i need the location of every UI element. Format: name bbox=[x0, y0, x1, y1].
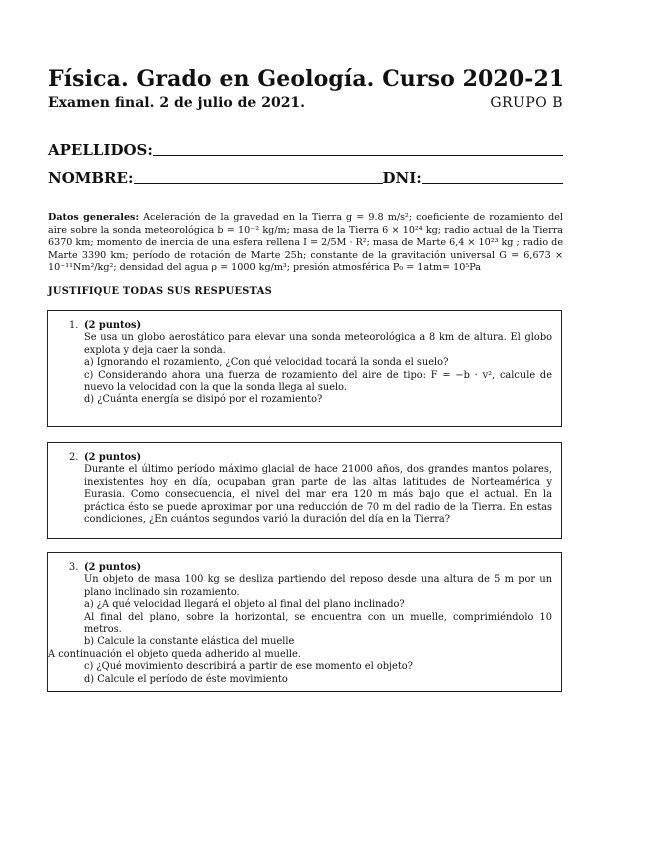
question-box-2 bbox=[47, 442, 562, 539]
question-number: 2. bbox=[69, 452, 79, 463]
question-line: a) Ignorando el rozamiento, ¿Con qué velocidad tocará la sonda el suelo? bbox=[84, 357, 449, 369]
question-box-1 bbox=[47, 310, 562, 427]
question-number: 1. bbox=[69, 320, 79, 331]
question-box-3 bbox=[47, 552, 562, 692]
apellidos-field[interactable] bbox=[153, 141, 563, 156]
question-points: (2 puntos) bbox=[84, 562, 142, 573]
apellidos-row bbox=[48, 139, 563, 159]
question-line: c) Considerando ahora una fuerza de rozamiento del aire de tipo: F = −b · v², calcule de nuevo la velocidad con la que la sonda llega al suelo. bbox=[84, 369, 552, 394]
question-points: (2 puntos) bbox=[84, 320, 142, 331]
nombre-label: NOMBRE: bbox=[48, 169, 134, 187]
apellidos-label: APELLIDOS: bbox=[48, 141, 153, 159]
general-data-label: Datos generales: bbox=[48, 212, 140, 223]
question-line: Durante el último período máximo glacial de hace 21000 años, dos grandes mantos polares, inexistentes hoy en día, ocupaban gran parte de las altas latitudes de Norteamérica y Eurasia. Como consecuencia, el nivel del mar era 120 m más bajo que el actual. En la práctica ésto se puede aproximar por una reducción de 70 m del radio de la Tierra. En estas condiciones, ¿En cuántos segundos varió la duración del día en la Tierra? bbox=[84, 464, 552, 526]
question-line: Al final del plano, sobre la horizontal, se encuentra con un muelle, comprimiéndolo 10 metros. bbox=[84, 611, 552, 636]
page-title: Física. Grado en Geología. Curso 2020-21 bbox=[48, 66, 565, 92]
exam-subtitle: Examen final. 2 de julio de 2021. bbox=[48, 95, 306, 111]
nombre-field[interactable] bbox=[134, 169, 383, 184]
question-body bbox=[84, 320, 552, 407]
question-line: d) Calcule el período de éste movimiento bbox=[84, 673, 288, 685]
question-number: 3. bbox=[69, 562, 79, 573]
question-line: c) ¿Qué movimiento describirá a partir de ese momento el objeto? bbox=[84, 661, 413, 673]
general-data-text: Aceleración de la gravedad en la Tierra g = 9.8 m/s²; coeficiente de rozamiento del aire sobre la sonda meteorológica b = 10⁻² kg/m; masa de la Tierra 6 × 10²⁴ kg; radio actual de la Tierra 6370 km; momento de inercia de una esfera rellena I = 2/5M · R²; masa de Marte 6,4 × 10²³ kg ; radio de Marte 3390 km; período de rotación de Marte 25h; constante de la gravitación universal G = 6,673 × 10⁻¹¹Nm²/kg²; densidad del agua ρ = 1000 kg/m³; presión atmosférica P₀ = 1atm= 10⁵Pa bbox=[48, 212, 563, 274]
question-line: Se usa un globo aerostático para elevar una sonda meteorológica a 8 km de altura. El globo explota y deja caer la sonda. bbox=[84, 332, 552, 356]
question-points: (2 puntos) bbox=[84, 452, 142, 463]
question-line: b) Calcule la constante elástica del muelle bbox=[84, 636, 295, 648]
dni-field[interactable] bbox=[422, 169, 563, 184]
question-line: a) ¿A qué velocidad llegará el objeto al final del plano inclinado? bbox=[84, 599, 405, 611]
question-line: d) ¿Cuánta energía se disipó por el rozamiento? bbox=[84, 394, 323, 406]
nombre-row bbox=[48, 167, 563, 187]
dni-label: DNI: bbox=[382, 169, 422, 187]
question-line: A continuación el objeto queda adherido al muelle. bbox=[48, 648, 301, 660]
question-body bbox=[84, 452, 552, 526]
general-data bbox=[48, 212, 563, 275]
question-body bbox=[48, 562, 552, 686]
group-label: GRUPO B bbox=[490, 95, 563, 111]
question-line: Un objeto de masa 100 kg se desliza partiendo del reposo desde una altura de 5 m por un plano inclinado sin rozamiento. bbox=[84, 574, 552, 598]
instructions-heading: JUSTIFIQUE TODAS SUS RESPUESTAS bbox=[48, 286, 272, 297]
